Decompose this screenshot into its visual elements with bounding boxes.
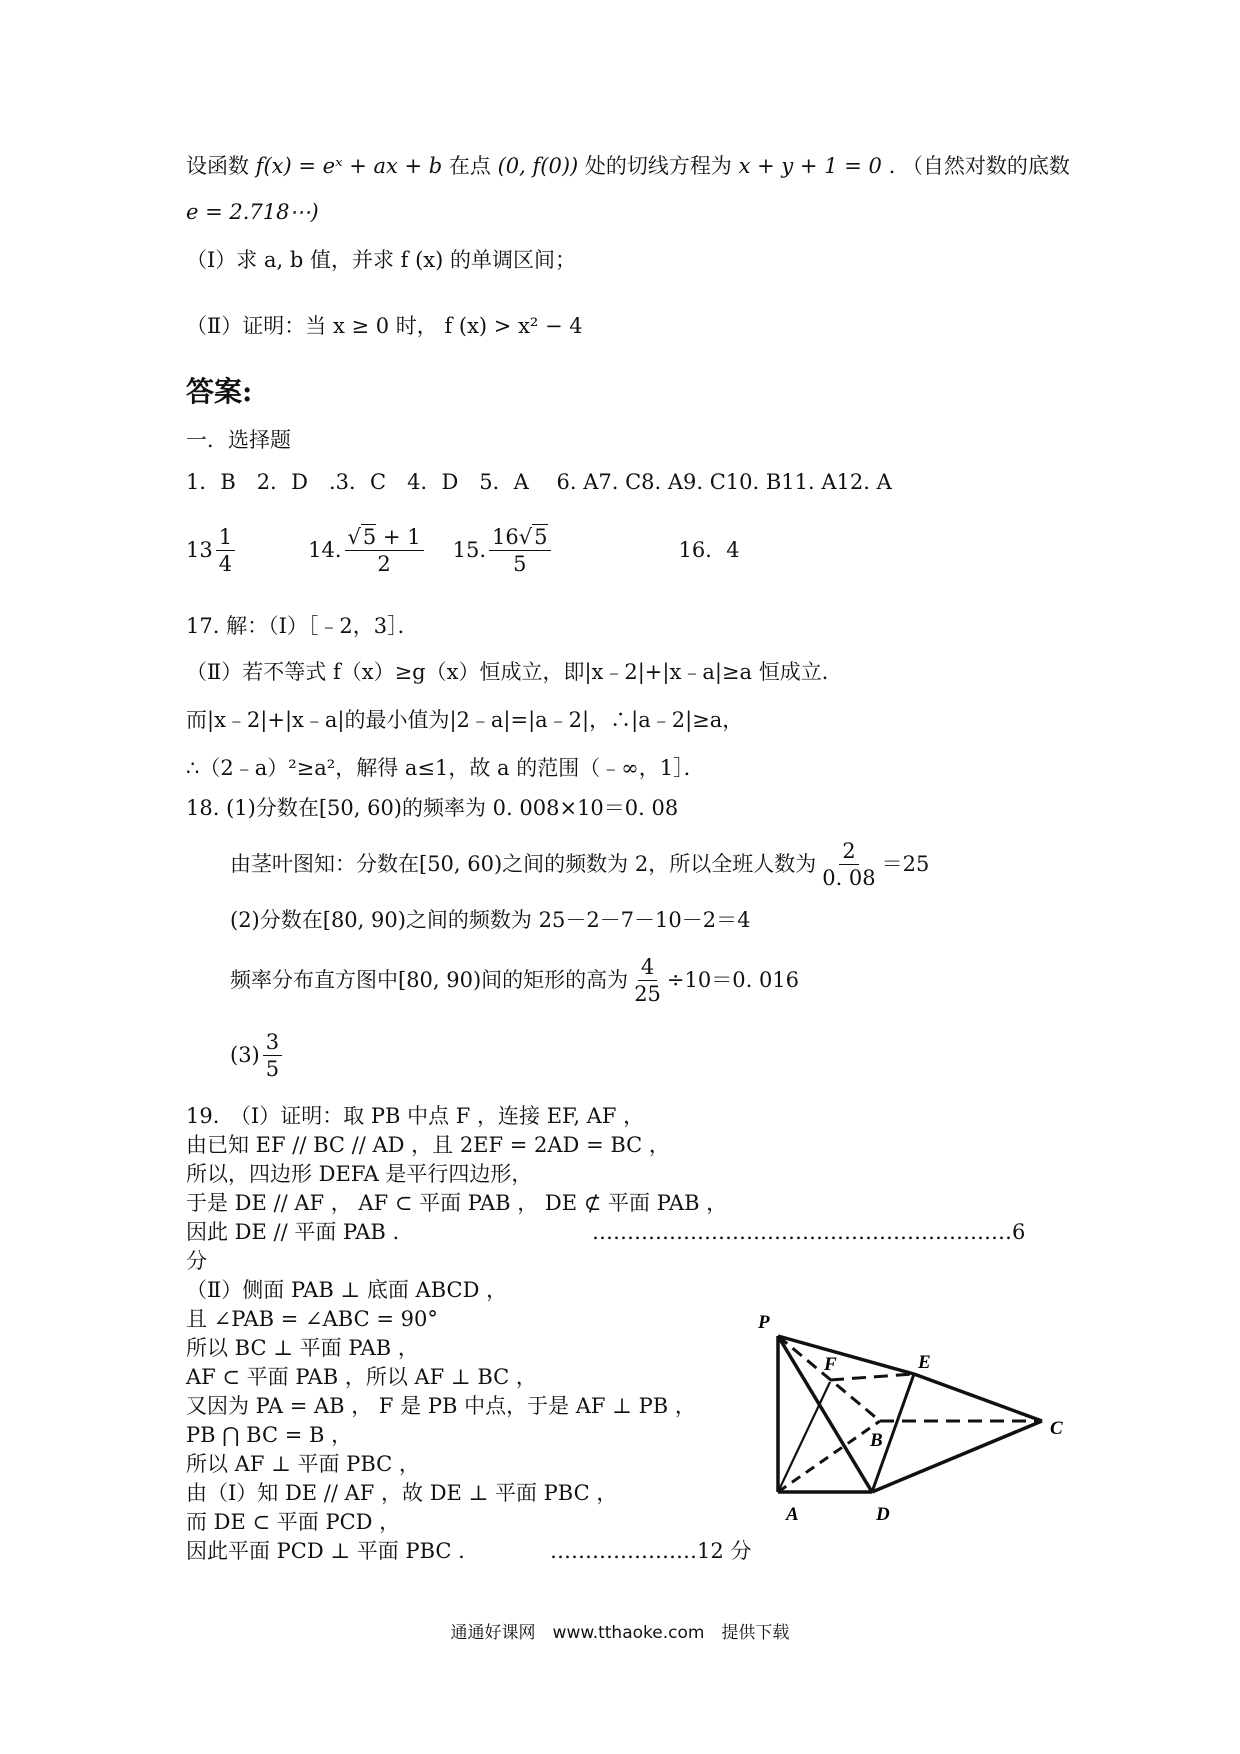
- q13-label: 13: [186, 538, 213, 562]
- q18-part-3-fraction: [263, 1029, 282, 1082]
- q15-label: 15.: [452, 538, 486, 562]
- q19-line-13: 所以 AF ⊥ 平面 PBC ，: [186, 1452, 420, 1476]
- function-definition: f(x) = eˣ + ax + b: [255, 154, 443, 178]
- q19-line-10: AF ⊂ 平面 PAB ，所以 AF ⊥ BC ，: [186, 1365, 537, 1389]
- q18-class-size-fraction: [819, 838, 878, 891]
- q14-denominator: 2: [377, 551, 391, 576]
- q18-height-numerator: 4: [638, 954, 657, 981]
- q18-part-3-numerator: 3: [263, 1029, 282, 1056]
- problem-line-1: [186, 152, 1070, 180]
- q18-line-1: 18. (1)分数在[50, 60)的频率为 0. 008×10＝0. 08: [186, 796, 679, 820]
- q19-line-15: 而 DE ⊂ 平面 PCD ，: [186, 1510, 401, 1534]
- pyramid-figure: [740, 1300, 1080, 1530]
- problem-intro-d: . （自然对数的底数: [888, 154, 1070, 178]
- q18-line-2-text: 由茎叶图知：分数在[50, 60)之间的频数为 2，所以全班人数为: [230, 852, 817, 876]
- choice-answers: 1．B 2．D .3．C 4．D 5．A 6. A7. C8. A9. C10. B11. A12. A: [186, 470, 892, 494]
- problem-part-1: （Ⅰ）求 a, b 值，并求 f (x) 的单调区间；: [186, 248, 576, 272]
- q17-line-4: ∴（2﹣a）²≥a²，解得 a≤1，故 a 的范围（﹣∞，1］．: [186, 756, 705, 780]
- problem-intro-a: 设函数: [186, 154, 249, 178]
- q18-line-4-result: ÷10＝0. 016: [666, 968, 800, 992]
- q15-denominator: 5: [513, 551, 527, 576]
- q19-line-4: 于是 DE // AF ， AF ⊂ 平面 PAB ， DE ⊄ 平面 PAB ，: [186, 1191, 728, 1215]
- problem-intro-c: 处的切线方程为: [584, 154, 732, 178]
- q14-fraction: [345, 524, 424, 577]
- problem-part-2: （Ⅱ）证明：当 x ≥ 0 时， f (x) > x² − 4: [186, 314, 583, 338]
- q19-line-12: PB ⋂ BC = B ，: [186, 1423, 353, 1447]
- q18-line-4: [230, 952, 799, 1008]
- edge-dc: [872, 1421, 1042, 1492]
- q18-part-3-label: (3): [230, 1043, 260, 1067]
- q13-fraction: [216, 524, 235, 577]
- label-b: B: [870, 1430, 883, 1451]
- label-c: C: [1050, 1418, 1063, 1439]
- q16-answer: 16．4: [678, 538, 740, 562]
- label-f: F: [824, 1354, 837, 1375]
- q19-line-16: 因此平面 PCD ⊥ 平面 PBC .: [186, 1539, 465, 1563]
- q14-plus-one: + 1: [376, 524, 421, 549]
- q19-score-dots-12: …………………12 分: [550, 1539, 752, 1563]
- answers-heading: 答案:: [186, 375, 253, 408]
- q15-coefficient: 16: [492, 524, 519, 549]
- segment-af: [778, 1382, 830, 1492]
- tangent-equation: x + y + 1 = 0: [738, 154, 882, 178]
- label-e: E: [918, 1352, 931, 1373]
- problem-intro-b: 在点: [448, 154, 491, 178]
- tangent-point: (0, f(0)): [497, 154, 579, 178]
- label-p: P: [758, 1312, 770, 1333]
- q18-line-3: (2)分数在[80, 90)之间的频数为 25－2－7－10－2＝4: [230, 908, 751, 932]
- q19-line-6: 分: [186, 1249, 207, 1273]
- q18-height-denominator: 25: [634, 981, 661, 1006]
- q18-line-2: [230, 836, 929, 892]
- q18-line-5: [230, 1026, 285, 1084]
- q19-line-9: 所以 BC ⊥ 平面 PAB ，: [186, 1336, 419, 1360]
- q17-line-3: 而|x﹣2|+|x﹣a|的最小值为|2﹣a|=|a﹣2|，∴|a﹣2|≥a，: [186, 708, 744, 732]
- q17-line-2: （Ⅱ）若不等式 f（x）≥g（x）恒成立，即|x﹣2|+|x﹣a|≥a 恒成立．: [186, 660, 843, 684]
- q18-part-3-denominator: 5: [265, 1056, 280, 1081]
- q15-fraction: [489, 524, 551, 577]
- q19-line-1: 19. （Ⅰ）证明：取 PB 中点 F ，连接 EF, AF ，: [186, 1104, 645, 1128]
- label-a: A: [786, 1504, 799, 1525]
- page-footer: 通通好课网 www.tthaoke.com 提供下载: [450, 1623, 790, 1643]
- label-d: D: [876, 1504, 890, 1525]
- segment-fe: [830, 1374, 914, 1380]
- q19-line-2: 由已知 EF // BC // AD ，且 2EF = 2AD = BC ，: [186, 1133, 670, 1157]
- q13-numerator: 1: [216, 524, 235, 551]
- e-value: e = 2.718⋯): [186, 200, 319, 224]
- q19-line-8: 且 ∠PAB = ∠ABC = 90°: [186, 1307, 438, 1331]
- q13-denominator: 4: [218, 551, 233, 576]
- q15-numerator: 16√5: [489, 524, 551, 551]
- q18-height-fraction: [631, 954, 664, 1007]
- edge-ec: [914, 1374, 1042, 1421]
- q18-line-4-text: 频率分布直方图中[80, 90)间的矩形的高为: [230, 968, 629, 992]
- q14-radicand: 5: [362, 524, 377, 549]
- q18-fraction-numerator: 2: [839, 838, 858, 865]
- q19-line-5: 因此 DE // 平面 PAB .: [186, 1220, 400, 1244]
- q19-line-7: （Ⅱ）侧面 PAB ⊥ 底面 ABCD ，: [186, 1278, 508, 1302]
- q18-line-2-result: ＝25: [881, 852, 930, 876]
- q19-line-14: 由（Ⅰ）知 DE // AF ，故 DE ⊥ 平面 PBC ，: [186, 1481, 618, 1505]
- q19-line-11: 又因为 PA = AB ， F 是 PB 中点，于是 AF ⊥ PB ，: [186, 1394, 696, 1418]
- section-title: 一．选择题: [186, 428, 291, 452]
- q14-label: 14.: [308, 538, 342, 562]
- q19-score-dots-6: ……………………………………………………6: [592, 1220, 1026, 1244]
- q18-fraction-denominator: 0. 08: [822, 865, 876, 890]
- q15-radicand: 5: [534, 524, 548, 549]
- fill-in-answers: [186, 520, 740, 580]
- q17-line-1: 17. 解：（Ⅰ）［﹣2，3］．: [186, 614, 419, 638]
- q14-numerator: √5 + 1: [345, 524, 424, 551]
- q19-line-3: 所以，四边形 DEFA 是平行四边形，: [186, 1162, 533, 1186]
